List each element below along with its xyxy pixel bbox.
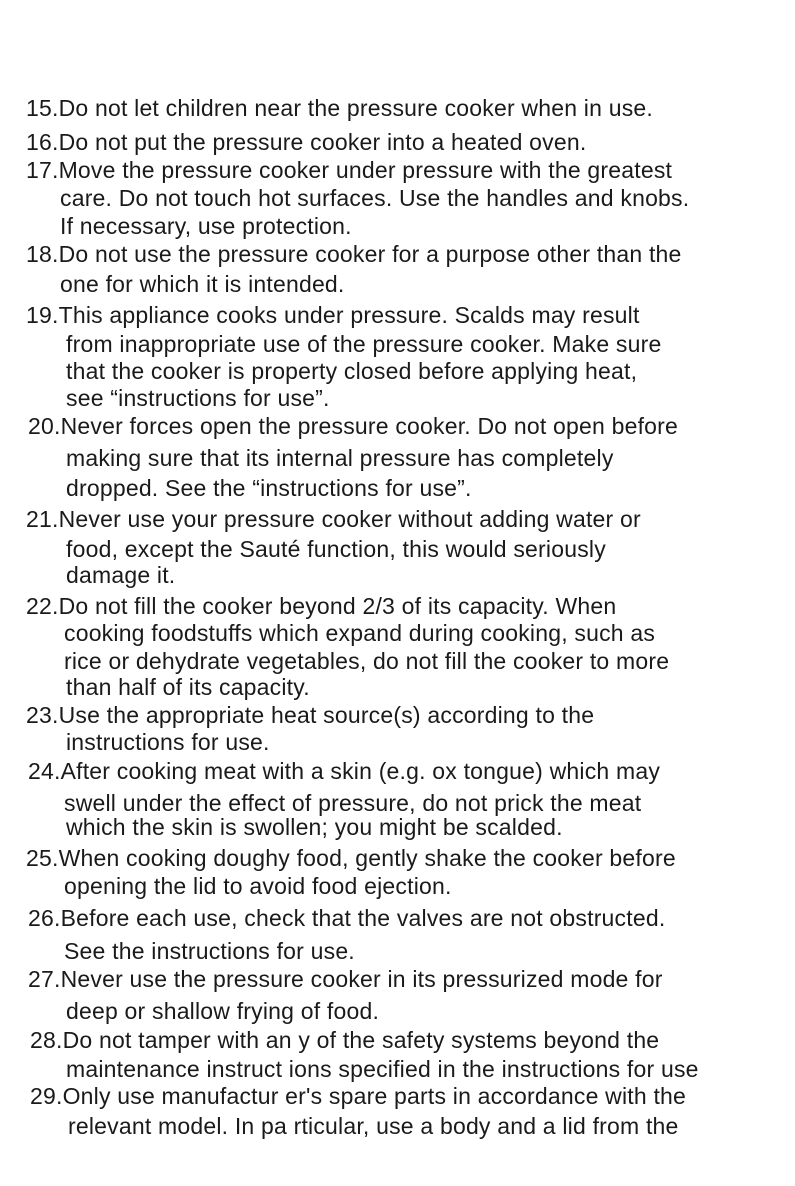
item-26-line-1: 26.Before each use, check that the valves are not obstructed.: [28, 905, 666, 931]
item-number: 17.: [26, 157, 59, 183]
item-29-line-2: relevant model. In pa rticular, use a body and a lid from the: [68, 1113, 679, 1139]
item-number: 24.: [28, 758, 61, 784]
item-19-line-4: see “instructions for use”.: [66, 385, 330, 411]
item-28-line-1: 28.Do not tamper with an y of the safety systems beyond the: [30, 1027, 660, 1053]
item-number: 28.: [30, 1027, 63, 1053]
item-27-line-2: deep or shallow frying of food.: [66, 998, 380, 1024]
item-number: 16.: [26, 129, 59, 155]
item-23-line-1: 23.Use the appropriate heat source(s) according to the: [26, 702, 595, 728]
item-22-line-2: cooking foodstuffs which expand during cooking, such as: [64, 620, 656, 646]
item-19-line-1: 19.This appliance cooks under pressure. Scalds may result: [26, 302, 640, 328]
item-16-line-1: 16.Do not put the pressure cooker into a heated oven.: [26, 129, 587, 155]
item-20-line-1: 20.Never forces open the pressure cooker. Do not open before: [28, 413, 679, 439]
item-21-line-1: 21.Never use your pressure cooker without adding water or: [26, 506, 641, 532]
item-19-line-2: from inappropriate use of the pressure cooker. Make sure: [66, 331, 662, 357]
item-18-line-2: one for which it is intended.: [60, 271, 345, 297]
item-number: 15.: [26, 95, 59, 121]
item-17-line-3: If necessary, use protection.: [60, 213, 352, 239]
item-25-line-2: opening the lid to avoid food ejection.: [64, 873, 452, 899]
item-24-line-1: 24.After cooking meat with a skin (e.g. ox tongue) which may: [28, 758, 661, 784]
item-25-line-1: 25.When cooking doughy food, gently shake the cooker before: [26, 845, 676, 871]
item-21-line-3: damage it.: [66, 562, 176, 588]
item-22-line-4: than half of its capacity.: [66, 674, 310, 700]
item-number: 25.: [26, 845, 59, 871]
item-number: 21.: [26, 506, 59, 532]
item-20-line-3: dropped. See the “instructions for use”.: [66, 475, 472, 501]
item-number: 19.: [26, 302, 59, 328]
item-17-line-2: care. Do not touch hot surfaces. Use the handles and knobs.: [60, 185, 690, 211]
item-29-line-1: 29.Only use manufactur er's spare parts in accordance with the: [30, 1083, 687, 1109]
item-18-line-1: 18.Do not use the pressure cooker for a purpose other than the: [26, 241, 682, 267]
item-number: 22.: [26, 593, 59, 619]
item-19-line-3: that the cooker is property closed before applying heat,: [66, 358, 638, 384]
item-24-line-2: swell under the effect of pressure, do not prick the meat: [64, 790, 642, 816]
item-15-line-1: 15.Do not let children near the pressure cooker when in use.: [26, 95, 653, 121]
item-26-line-2: See the instructions for use.: [64, 938, 355, 964]
item-number: 20.: [28, 413, 61, 439]
item-number: 29.: [30, 1083, 63, 1109]
item-number: 26.: [28, 905, 61, 931]
item-number: 23.: [26, 702, 59, 728]
item-17-line-1: 17.Move the pressure cooker under pressure with the greatest: [26, 157, 673, 183]
item-number: 18.: [26, 241, 59, 267]
item-28-line-2: maintenance instruct ions specified in the instructions for use: [66, 1056, 699, 1082]
item-21-line-2: food, except the Sauté function, this would seriously: [66, 536, 606, 562]
item-27-line-1: 27.Never use the pressure cooker in its pressurized mode for: [28, 966, 663, 992]
item-22-line-3: rice or dehydrate vegetables, do not fill the cooker to more: [64, 648, 670, 674]
item-22-line-1: 22.Do not fill the cooker beyond 2/3 of its capacity. When: [26, 593, 617, 619]
item-20-line-2: making sure that its internal pressure has completely: [66, 445, 614, 471]
item-24-line-3: which the skin is swollen; you might be scalded.: [66, 814, 563, 840]
item-23-line-2: instructions for use.: [66, 729, 270, 755]
item-number: 27.: [28, 966, 61, 992]
